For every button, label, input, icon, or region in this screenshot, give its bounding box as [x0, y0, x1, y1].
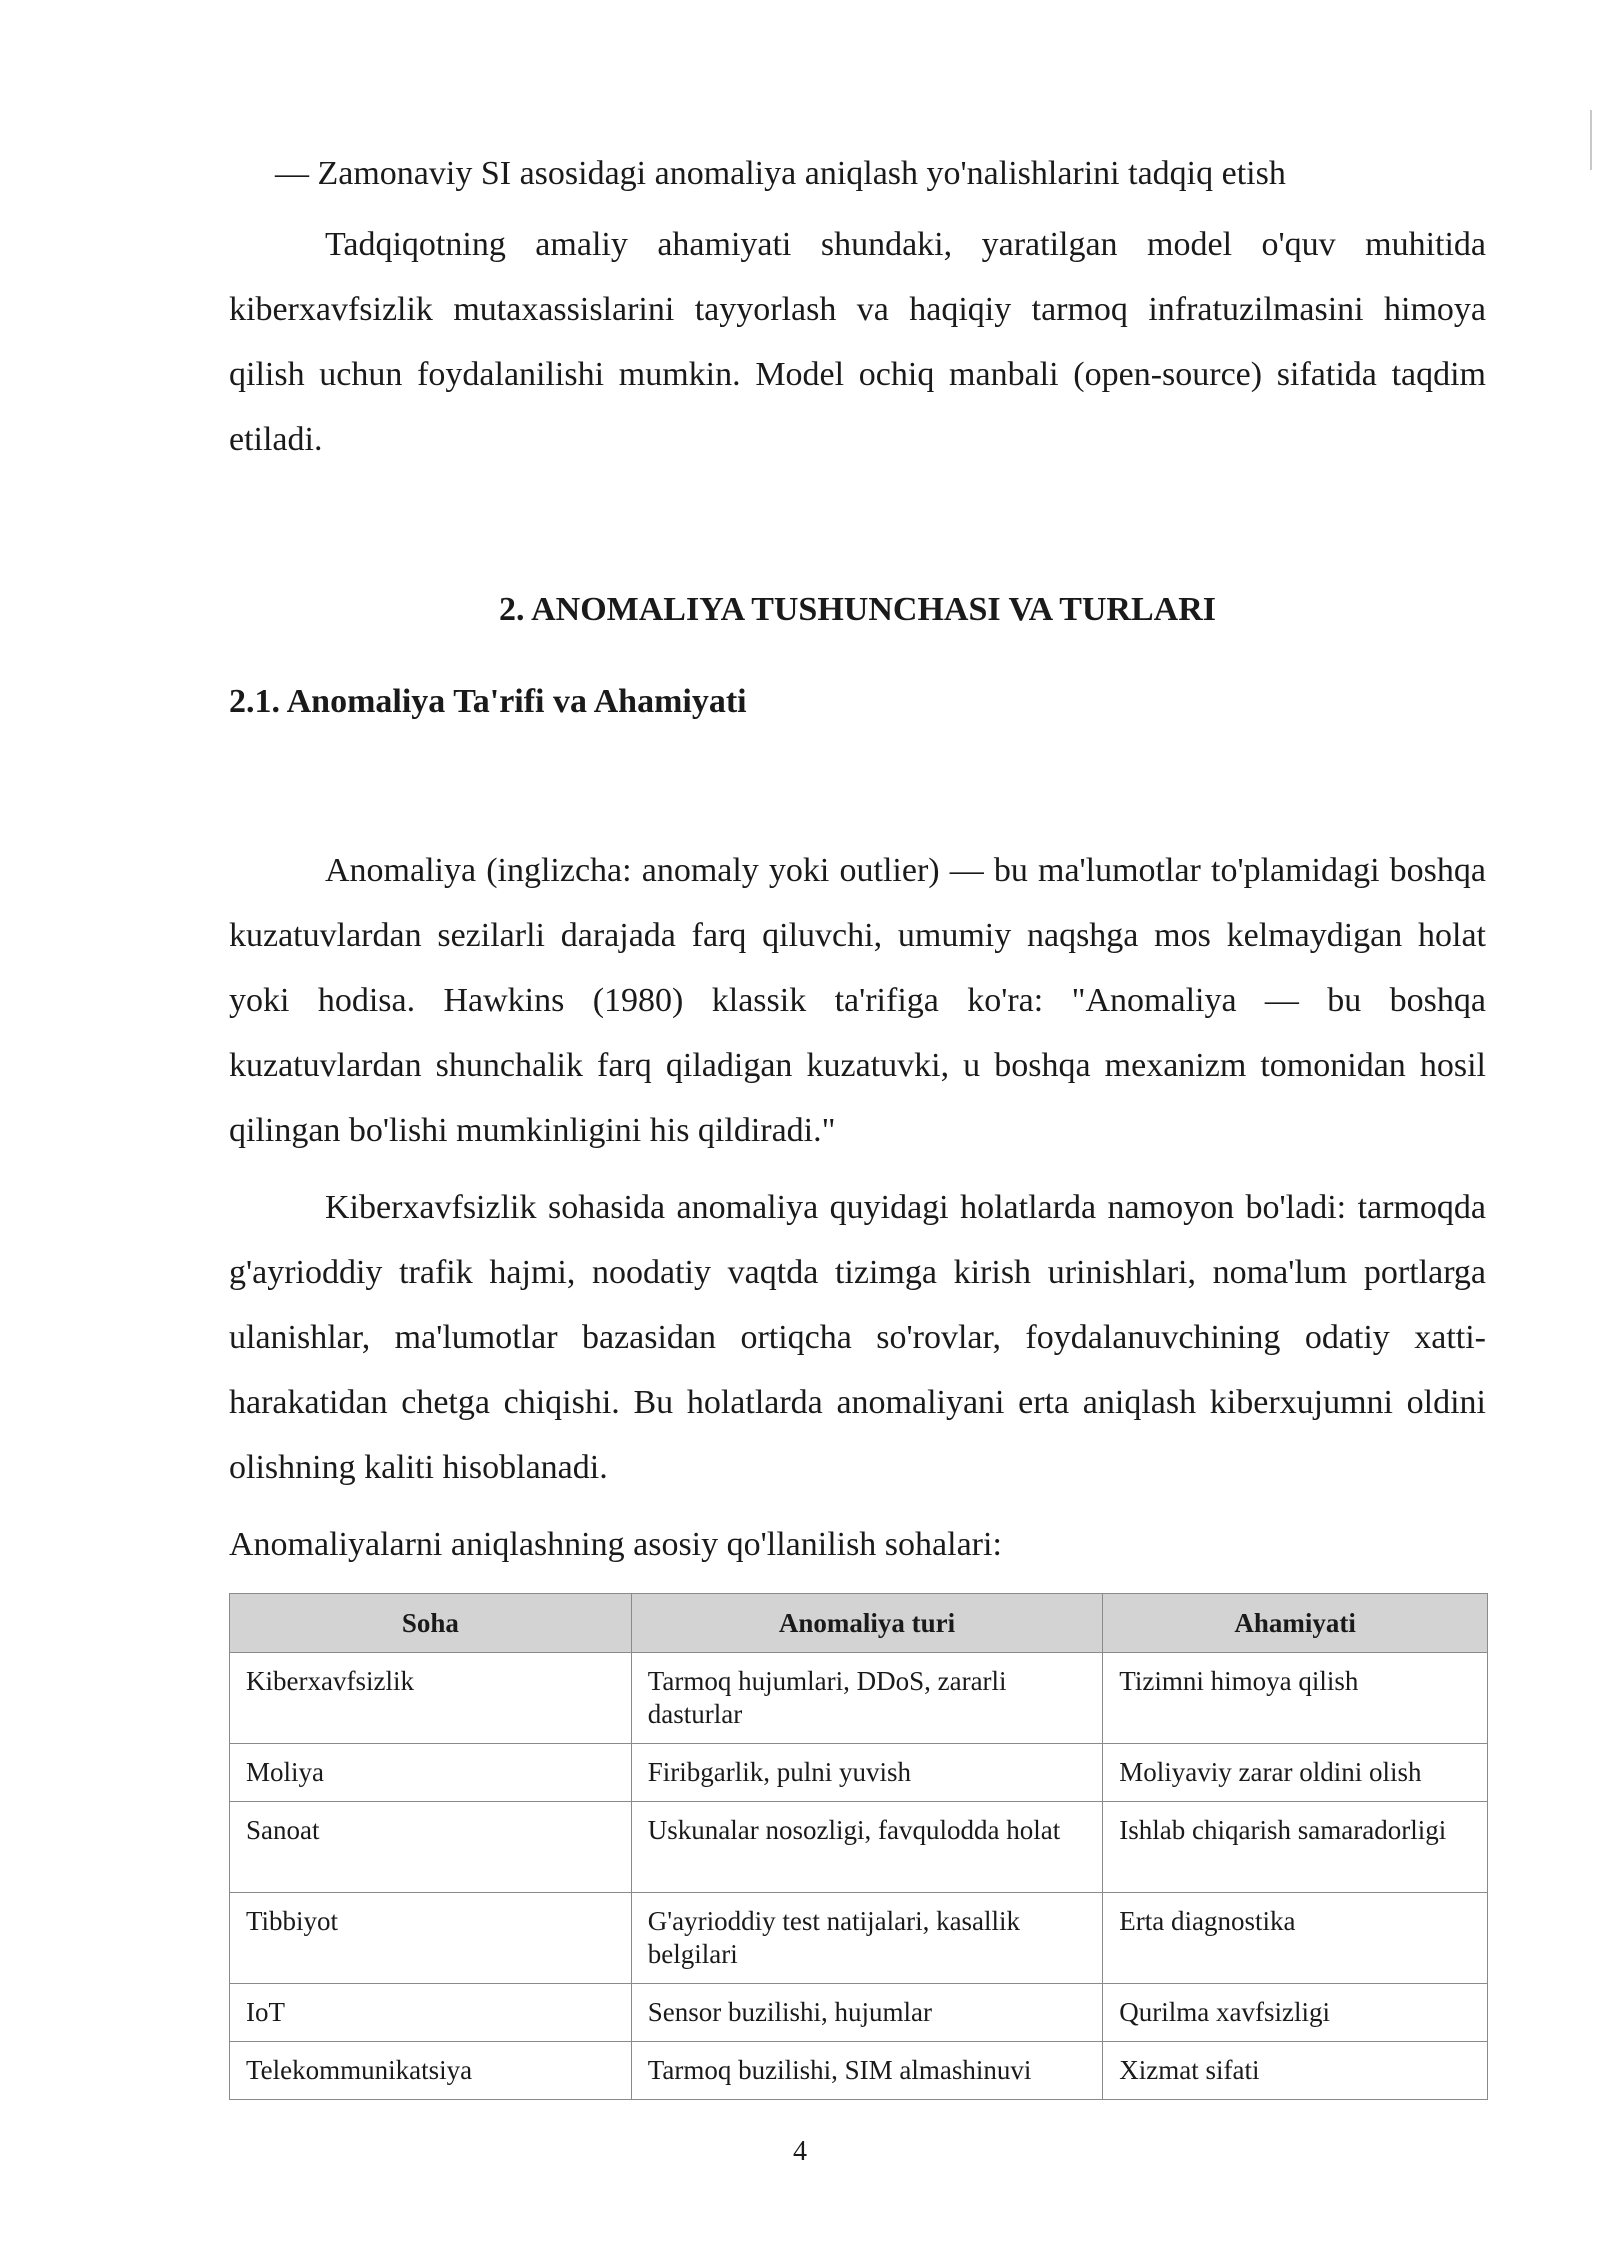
table-cell: Moliyaviy zarar oldini olish [1103, 1744, 1488, 1802]
bullet-text: Zamonaviy SI asosidagi anomaliya aniqlash yo'nalishlarini tadqiq etish [317, 155, 1286, 192]
table-cell: Ishlab chiqarish samaradorligi [1103, 1802, 1488, 1893]
table-intro: Anomaliyalarni aniqlashning asosiy qo'llanilish sohalari: [229, 1526, 1002, 1563]
page-content [229, 148, 1486, 2100]
table-header-cell: Anomaliya turi [631, 1594, 1103, 1653]
table-cell: Tarmoq hujumlari, DDoS, zararli dasturlar [631, 1653, 1103, 1744]
table-cell: G'ayrioddiy test natijalari, kasallik belgilari [631, 1893, 1103, 1984]
subsection-heading: 2.1. Anomaliya Ta'rifi va Ahamiyati [229, 683, 747, 720]
table-row [230, 2042, 1488, 2100]
paragraph-definition: Anomaliya (inglizcha: anomaly yoki outlier) — bu ma'lumotlar to'plamidagi boshqa kuzatuvlardan sezilarli darajada farq qiluvchi, umumiy naqshga mos kelmaydigan holat yoki hodisa. Hawkins (1980) klassik ta'rifiga ko'ra: "Anomaliya — bu boshqa kuzatuvlardan shunchalik farq qiladigan kuzatuvki, u boshqa mexanizm tomonidan hosil qilingan bo'lishi mumkinligini his qildiradi." [229, 852, 1486, 1149]
table-cell: Erta diagnostika [1103, 1893, 1488, 1984]
table-cell: Tarmoq buzilishi, SIM almashinuvi [631, 2042, 1103, 2100]
table-row [230, 1984, 1488, 2042]
table-header-row [230, 1594, 1488, 1653]
table-header-cell: Soha [230, 1594, 632, 1653]
table-header-cell: Ahamiyati [1103, 1594, 1488, 1653]
table-row [230, 1893, 1488, 1984]
table-cell: Kiberxavfsizlik [230, 1653, 632, 1744]
table-cell: IoT [230, 1984, 632, 2042]
table-cell: Firibgarlik, pulni yuvish [631, 1744, 1103, 1802]
table-cell: Qurilma xavfsizligi [1103, 1984, 1488, 2042]
table-cell: Uskunalar nosozligi, favqulodda holat [631, 1802, 1103, 1893]
table-cell: Moliya [230, 1744, 632, 1802]
bullet-dash: — [275, 155, 309, 192]
page-number: 4 [793, 2136, 807, 2167]
paragraph-practical-significance: Tadqiqotning amaliy ahamiyati shundaki, yaratilgan model o'quv muhitida kiberxavfsizlik mutaxassislarini tayyorlash va haqiqiy tarmoq infratuzilmasini himoya qilish uchun foydalanilishi mumkin. Model ochiq manbali (open-source) sifatida taqdim etiladi. [229, 226, 1486, 458]
table-cell: Tibbiyot [230, 1893, 632, 1984]
table-row [230, 1653, 1488, 1744]
table-row [230, 1744, 1488, 1802]
table-cell: Telekommunikatsiya [230, 2042, 632, 2100]
bullet-item [229, 148, 1486, 200]
table-cell: Sanoat [230, 1802, 632, 1893]
table-cell: Tizimni himoya qilish [1103, 1653, 1488, 1744]
table-cell: Xizmat sifati [1103, 2042, 1488, 2100]
application-areas-table [229, 1593, 1488, 2100]
page-edge-divider [1590, 110, 1592, 170]
paragraph-cybersecurity: Kiberxavfsizlik sohasida anomaliya quyidagi holatlarda namoyon bo'ladi: tarmoqda g'ayrioddiy trafik hajmi, noodatiy vaqtda tizimga kirish urinishlari, noma'lum portlarga ulanishlar, ma'lumotlar bazasidan ortiqcha so'rovlar, foydalanuvchining odatiy xatti-harakatidan chetga chiqishi. Bu holatlarda anomaliyani erta aniqlash kiberxujumni oldini olishning kaliti hisoblanadi. [229, 1189, 1486, 1486]
table-row [230, 1802, 1488, 1893]
section-heading: 2. ANOMALIYA TUSHUNCHASI VA TURLARI [498, 591, 1217, 628]
table-cell: Sensor buzilishi, hujumlar [631, 1984, 1103, 2042]
